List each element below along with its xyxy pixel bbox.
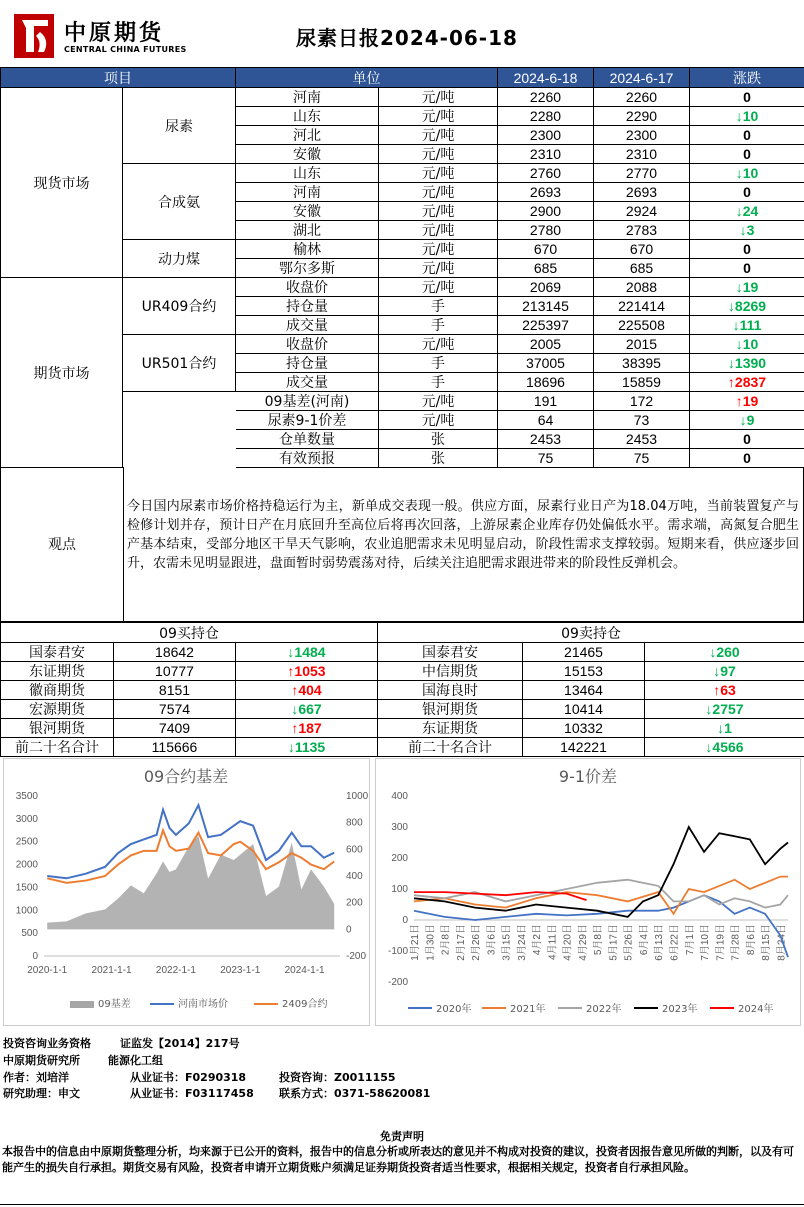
- group-ammonia: 合成氨: [123, 164, 236, 240]
- x-tick-label: 5月26日: [623, 924, 635, 961]
- row-name: 收盘价: [236, 335, 379, 354]
- row-value-d2: 221414: [594, 297, 690, 316]
- row-name: 河南: [236, 88, 379, 107]
- row-change: ↓3: [690, 221, 804, 240]
- long-broker: 宏源期货: [1, 700, 114, 719]
- row-name: 成交量: [236, 373, 379, 392]
- short-change: ↓260: [645, 643, 804, 662]
- row-value-d2: 2783: [594, 221, 690, 240]
- row-value-d1: 2005: [498, 335, 594, 354]
- y-left-tick-label: 3000: [15, 813, 38, 825]
- y-right-tick-label: 0: [346, 924, 352, 936]
- row-value-d2: 2924: [594, 202, 690, 221]
- positions-table: [0, 622, 804, 757]
- legend-swatch: [70, 1001, 94, 1008]
- row-value-d2: 2770: [594, 164, 690, 183]
- viewpoint-section: [0, 467, 804, 622]
- row-value-d1: 75: [498, 449, 594, 468]
- long-positions-title: 09买持仓: [1, 623, 378, 643]
- long-change: ↓1484: [236, 643, 378, 662]
- row-value-d1: 2760: [498, 164, 594, 183]
- row-value-d1: 37005: [498, 354, 594, 373]
- row-change: 0: [690, 430, 804, 449]
- row-unit: 元/吨: [379, 88, 498, 107]
- legend-label: 河南市场价: [178, 999, 228, 1010]
- basis-chart: [3, 758, 370, 1026]
- row-value-d1: 225397: [498, 316, 594, 335]
- short-volume: 21465: [523, 643, 645, 662]
- row-name: 收盘价: [236, 278, 379, 297]
- disclaimer-text: 本报告中的信息由中原期货整理分析，均来源于已公开的资料，报告中的信息分析或所表达的意见并不构成对投资的建议，投资者因报告意见所做的判断，以及有可能产生的损失自行承担。期货交易有风险，投资者申请开立期货账户须满足证券期货投资者适当性要求，根据相关规定，投资者自行承担风险。: [2, 1145, 794, 1174]
- x-tick-label: 4月2日: [532, 924, 544, 956]
- x-tick-label: 1月21日: [410, 924, 421, 961]
- row-value-d1: 2069: [498, 278, 594, 297]
- section-futures: 期货市场: [1, 278, 123, 468]
- row-change: ↓10: [690, 335, 804, 354]
- y-tick-label: -100: [387, 946, 408, 957]
- short-broker: 国海良时: [378, 681, 523, 700]
- row-change: ↓10: [690, 107, 804, 126]
- legend-label: 2020年: [436, 1004, 472, 1015]
- col-header-unit: 单位: [236, 68, 498, 88]
- short-volume: 13464: [523, 681, 645, 700]
- row-change: ↑2837: [690, 373, 804, 392]
- row-unit: 元/吨: [379, 107, 498, 126]
- col-header-date1: 2024-6-18: [498, 68, 594, 88]
- viewpoint-label: 观点: [1, 467, 124, 621]
- row-name: 河北: [236, 126, 379, 145]
- group-ur409: UR409合约: [123, 278, 236, 335]
- short-change: ↓4566: [645, 738, 804, 757]
- x-tick-label: 4月11日: [547, 924, 559, 960]
- legend-label: 2023年: [662, 1004, 698, 1015]
- long-change: ↑1053: [236, 662, 378, 681]
- y-right-tick-label: 400: [346, 871, 363, 882]
- row-unit: 张: [379, 430, 498, 449]
- company-logo-icon: [14, 14, 54, 58]
- row-value-d2: 75: [594, 449, 690, 468]
- short-change: ↓97: [645, 662, 804, 681]
- row-value-d1: 213145: [498, 297, 594, 316]
- col-header-date2: 2024-6-17: [594, 68, 690, 88]
- row-name: 湖北: [236, 221, 379, 240]
- row-value-d2: 2290: [594, 107, 690, 126]
- legend-label: 09基差: [98, 999, 131, 1010]
- y-tick-label: 100: [391, 884, 408, 895]
- long-broker: 东证期货: [1, 662, 114, 681]
- short-broker: 中信期货: [378, 662, 523, 681]
- row-value-d2: 2453: [594, 430, 690, 449]
- x-tick-label: 7月19日: [715, 924, 727, 961]
- row-unit: 元/吨: [379, 221, 498, 240]
- row-value-d1: 670: [498, 240, 594, 259]
- col-header-item: 项目: [1, 68, 236, 88]
- row-change: ↓1390: [690, 354, 804, 373]
- x-tick-label: 2023-1-1: [220, 965, 261, 976]
- y-right-tick-label: 1000: [346, 791, 369, 802]
- row-name: 09基差(河南): [236, 392, 379, 411]
- row-value-d2: 2015: [594, 335, 690, 354]
- y-right-tick-label: 800: [346, 817, 363, 829]
- row-value-d2: 2260: [594, 88, 690, 107]
- row-name: 安徽: [236, 145, 379, 164]
- x-tick-label: 3月6日: [486, 924, 498, 956]
- long-volume: 115666: [114, 738, 236, 757]
- author-cert: 从业证书：F0290318: [130, 1071, 247, 1084]
- row-name: 榆林: [236, 240, 379, 259]
- y-tick-label: 400: [391, 791, 408, 802]
- author-consult: 投资咨询：Z0011155: [279, 1071, 396, 1084]
- col-header-change: 涨跌: [690, 68, 804, 88]
- short-broker: 国泰君安: [378, 643, 523, 662]
- row-value-d2: 15859: [594, 373, 690, 392]
- row-name: 山东: [236, 107, 379, 126]
- series-area-basis: [47, 836, 334, 929]
- row-value-d1: 2260: [498, 88, 594, 107]
- long-volume: 8151: [114, 681, 236, 700]
- short-positions-title: 09卖持仓: [378, 623, 804, 643]
- row-unit: 手: [379, 373, 498, 392]
- x-tick-label: 2020-1-1: [27, 965, 68, 976]
- row-value-d1: 2300: [498, 126, 594, 145]
- chart-title: 9-1价差: [558, 767, 618, 786]
- x-tick-label: 1月30日: [425, 924, 437, 961]
- row-unit: 元/吨: [379, 240, 498, 259]
- x-tick-label: 6月22日: [669, 924, 681, 961]
- legend-label: 2022年: [586, 1004, 622, 1015]
- group-urea: 尿素: [123, 88, 236, 164]
- row-value-d2: 685: [594, 259, 690, 278]
- row-value-d1: 2780: [498, 221, 594, 240]
- row-unit: 手: [379, 354, 498, 373]
- x-tick-label: 2022-1-1: [155, 965, 196, 976]
- qualification-value: 证监发【2014】217号: [120, 1037, 240, 1050]
- row-value-d2: 670: [594, 240, 690, 259]
- x-tick-label: 2月17日: [455, 924, 467, 961]
- short-broker: 银河期货: [378, 700, 523, 719]
- report-title: 尿素日报2024-06-18: [296, 26, 518, 50]
- y-tick-label: 200: [391, 853, 408, 864]
- x-tick-label: 5月8日: [593, 924, 605, 956]
- row-unit: 元/吨: [379, 202, 498, 221]
- row-name: 成交量: [236, 316, 379, 335]
- short-volume: 15153: [523, 662, 645, 681]
- row-change: 0: [690, 240, 804, 259]
- x-tick-label: 6月13日: [654, 924, 666, 961]
- row-value-d1: 2453: [498, 430, 594, 449]
- row-change: 0: [690, 126, 804, 145]
- long-volume: 18642: [114, 643, 236, 662]
- short-change: ↑63: [645, 681, 804, 700]
- row-value-d1: 64: [498, 411, 594, 430]
- viewpoint-text: 今日国内尿素市场价格持稳运行为主，新单成交表现一般。供应方面，尿素行业日产为18.04万吨，当前装置复产与检修计划并存，预计日产在月底回升至高位后将再次回落，上游尿素企业库存仍处偏低水平。需求端，高氮复合肥生产基本结束，受部分地区干旱天气影响，农业追肥需求未见明显启动，阶段性需求支撑较弱。短期来看，供应逐步回升，农需未见明显跟进，盘面暂时弱势震荡对待，后续关注追肥需求跟进带来的阶段性反弹机会。: [127, 499, 799, 571]
- row-value-d1: 191: [498, 392, 594, 411]
- row-value-d2: 2693: [594, 183, 690, 202]
- price-table: [0, 67, 804, 468]
- row-value-d2: 38395: [594, 354, 690, 373]
- y-left-tick-label: 2000: [15, 859, 38, 871]
- x-tick-label: 8月15日: [761, 924, 773, 961]
- contact: 联系方式：0371-58620081: [279, 1087, 431, 1100]
- x-tick-label: 2024-1-1: [284, 965, 325, 976]
- row-unit: 张: [379, 449, 498, 468]
- y-left-tick-label: 1000: [15, 905, 38, 917]
- row-change: 0: [690, 449, 804, 468]
- row-change: ↓111: [690, 316, 804, 335]
- row-name: 持仓量: [236, 354, 379, 373]
- row-name: 有效预报: [236, 449, 379, 468]
- group-coal: 动力煤: [123, 240, 236, 278]
- row-unit: 元/吨: [379, 183, 498, 202]
- assistant-cert: 从业证书：F03117458: [130, 1087, 254, 1100]
- x-tick-label: 2月26日: [471, 924, 483, 961]
- row-value-d2: 2300: [594, 126, 690, 145]
- row-value-d1: 2693: [498, 183, 594, 202]
- spread-chart-svg: [376, 759, 800, 1025]
- basis-chart-svg: [4, 759, 369, 1025]
- row-change: ↑19: [690, 392, 804, 411]
- row-unit: 元/吨: [379, 126, 498, 145]
- long-change: ↓667: [236, 700, 378, 719]
- row-name: 持仓量: [236, 297, 379, 316]
- row-value-d2: 225508: [594, 316, 690, 335]
- x-tick-label: 3月24日: [516, 924, 528, 961]
- row-unit: 元/吨: [379, 259, 498, 278]
- y-left-tick-label: 2500: [15, 836, 38, 848]
- short-volume: 142221: [523, 738, 645, 757]
- x-tick-label: 4月20日: [562, 924, 574, 961]
- chart-title: 09合约基差: [143, 767, 229, 786]
- row-change: ↓19: [690, 278, 804, 297]
- short-broker: 前二十名合计: [378, 738, 523, 757]
- y-tick-label: 300: [391, 822, 408, 833]
- legend-label: 2024年: [738, 1004, 774, 1015]
- logo-english: CENTRAL CHINA FUTURES: [64, 45, 187, 54]
- x-tick-label: 6月4日: [638, 924, 650, 956]
- disclaimer-title: 免责声明: [380, 1130, 424, 1143]
- long-change: ↑187: [236, 719, 378, 738]
- short-volume: 10414: [523, 700, 645, 719]
- row-change: ↓8269: [690, 297, 804, 316]
- short-change: ↓1: [645, 719, 804, 738]
- row-value-d2: 172: [594, 392, 690, 411]
- long-change: ↑404: [236, 681, 378, 700]
- row-value-d2: 2310: [594, 145, 690, 164]
- row-unit: 手: [379, 316, 498, 335]
- y-left-tick-label: 1500: [15, 882, 38, 894]
- author: 作者：刘培洋: [3, 1071, 69, 1084]
- y-left-tick-label: 3500: [15, 791, 38, 802]
- row-unit: 手: [379, 297, 498, 316]
- row-change: 0: [690, 183, 804, 202]
- row-change: 0: [690, 145, 804, 164]
- row-unit: 元/吨: [379, 145, 498, 164]
- row-unit: 元/吨: [379, 164, 498, 183]
- row-change: ↓24: [690, 202, 804, 221]
- x-tick-label: 5月17日: [608, 924, 620, 961]
- y-left-tick-label: 500: [21, 928, 38, 940]
- long-volume: 7409: [114, 719, 236, 738]
- team-name: 能源化工组: [108, 1054, 163, 1067]
- y-tick-label: -200: [387, 977, 408, 988]
- x-tick-label: 8月24日: [776, 924, 788, 961]
- row-unit: 元/吨: [379, 392, 498, 411]
- x-tick-label: 2月8日: [440, 924, 452, 956]
- legend-label: 2021年: [510, 1004, 546, 1015]
- short-change: ↓2757: [645, 700, 804, 719]
- short-broker: 东证期货: [378, 719, 523, 738]
- row-name: 山东: [236, 164, 379, 183]
- qualification-label: 投资咨询业务资格: [3, 1037, 91, 1050]
- row-change: ↓9: [690, 411, 804, 430]
- row-name: 尿素9-1价差: [236, 411, 379, 430]
- row-value-d2: 73: [594, 411, 690, 430]
- row-change: ↓10: [690, 164, 804, 183]
- y-left-tick-label: 0: [32, 951, 38, 962]
- row-unit: 元/吨: [379, 411, 498, 430]
- long-broker: 徽商期货: [1, 681, 114, 700]
- row-name: 安徽: [236, 202, 379, 221]
- x-tick-label: 3月15日: [501, 924, 513, 961]
- assistant: 研究助理：申文: [3, 1087, 80, 1100]
- row-change: 0: [690, 88, 804, 107]
- row-value-d1: 18696: [498, 373, 594, 392]
- report-header: [0, 0, 804, 67]
- row-name: 鄂尔多斯: [236, 259, 379, 278]
- long-broker: 前二十名合计: [1, 738, 114, 757]
- row-name: 河南: [236, 183, 379, 202]
- long-volume: 10777: [114, 662, 236, 681]
- row-name: 仓单数量: [236, 430, 379, 449]
- short-volume: 10332: [523, 719, 645, 738]
- x-tick-label: 8月6日: [745, 924, 757, 956]
- row-value-d1: 2280: [498, 107, 594, 126]
- org-name: 中原期货研究所: [3, 1054, 80, 1067]
- y-right-tick-label: -200: [346, 951, 367, 962]
- row-change: 0: [690, 259, 804, 278]
- row-unit: 元/吨: [379, 278, 498, 297]
- y-tick-label: 0: [402, 915, 408, 926]
- row-value-d2: 2088: [594, 278, 690, 297]
- logo-chinese: 中原期货: [64, 20, 165, 46]
- group-ur501: UR501合约: [123, 335, 236, 392]
- row-unit: 元/吨: [379, 335, 498, 354]
- y-right-tick-label: 200: [346, 897, 363, 909]
- legend-label: 2409合约: [282, 999, 328, 1010]
- x-tick-label: 7月28日: [730, 924, 742, 961]
- y-right-tick-label: 600: [346, 844, 363, 856]
- long-broker: 国泰君安: [1, 643, 114, 662]
- x-tick-label: 7月10日: [700, 924, 712, 961]
- x-tick-label: 4月29日: [577, 924, 589, 961]
- bottom-divider: [0, 1204, 804, 1205]
- section-spot: 现货市场: [1, 88, 123, 278]
- x-tick-label: 7月1日: [684, 924, 696, 956]
- long-broker: 银河期货: [1, 719, 114, 738]
- row-value-d1: 2310: [498, 145, 594, 164]
- long-volume: 7574: [114, 700, 236, 719]
- spread-chart: [375, 758, 801, 1026]
- row-value-d1: 685: [498, 259, 594, 278]
- long-change: ↓1135: [236, 738, 378, 757]
- x-tick-label: 2021-1-1: [91, 965, 132, 976]
- row-value-d1: 2900: [498, 202, 594, 221]
